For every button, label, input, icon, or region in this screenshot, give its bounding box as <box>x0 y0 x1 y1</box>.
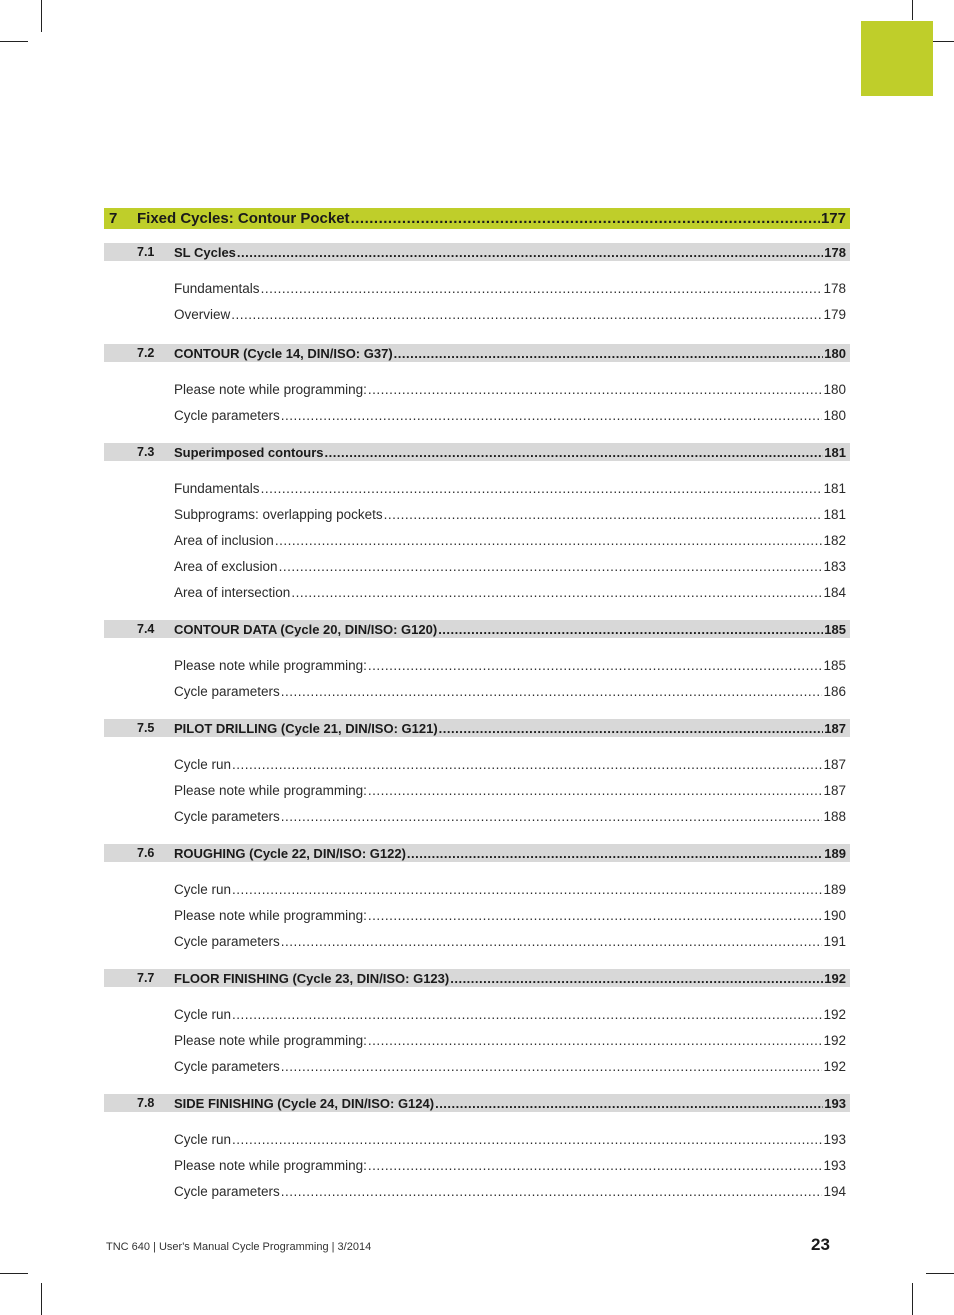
toc-entry[interactable] <box>174 781 846 799</box>
toc-entry[interactable] <box>174 1182 846 1200</box>
toc-entry[interactable] <box>174 1005 846 1023</box>
entry-title: Please note while programming: <box>174 1032 367 1048</box>
dot-leader <box>237 245 823 260</box>
chapter-color-tab <box>861 21 933 96</box>
toc-entry[interactable] <box>174 906 846 924</box>
entry-title: Cycle run <box>174 1131 232 1147</box>
section-heading[interactable] <box>104 620 850 638</box>
section-heading[interactable] <box>104 969 850 987</box>
toc-entry[interactable] <box>174 531 846 549</box>
dot-leader <box>407 846 823 861</box>
dot-leader <box>368 1033 823 1048</box>
entry-page: 192 <box>823 1032 846 1048</box>
section-title: SIDE FINISHING (Cycle 24, DIN/ISO: G124) <box>174 1095 435 1111</box>
dot-leader <box>281 1059 823 1074</box>
section-heading[interactable] <box>104 443 850 461</box>
section-page: 192 <box>824 970 846 986</box>
dot-leader <box>325 445 824 460</box>
section-page: 185 <box>824 621 846 637</box>
dot-leader <box>435 1096 823 1111</box>
section-title: Superimposed contours <box>174 444 324 460</box>
chapter-page: 177 <box>820 210 846 227</box>
section-number: 7.4 <box>137 622 155 636</box>
entry-page: 193 <box>823 1157 846 1173</box>
footer-text: TNC 640 | User's Manual Cycle Programming | 3/2014 <box>106 1241 372 1253</box>
dot-leader <box>368 382 823 397</box>
entry-page: 190 <box>823 907 846 923</box>
dot-leader <box>231 307 822 322</box>
entry-page: 178 <box>823 280 846 296</box>
toc-entry[interactable] <box>174 1130 846 1148</box>
dot-leader <box>281 684 823 699</box>
entry-title: Cycle run <box>174 1006 232 1022</box>
toc-entry[interactable] <box>174 656 846 674</box>
entry-title: Please note while programming: <box>174 782 367 798</box>
dot-leader <box>368 1158 823 1173</box>
entry-title: Cycle parameters <box>174 808 280 824</box>
dot-leader <box>275 533 823 548</box>
dot-leader <box>232 1132 822 1147</box>
dot-leader <box>232 882 822 897</box>
dot-leader <box>261 281 823 296</box>
section-heading[interactable] <box>104 1094 850 1112</box>
section-heading[interactable] <box>104 344 850 362</box>
entry-page: 188 <box>823 808 846 824</box>
section-number: 7.1 <box>137 245 155 259</box>
section-page: 180 <box>824 345 846 361</box>
section-page: 181 <box>824 444 846 460</box>
dot-leader <box>384 507 823 522</box>
crop-mark <box>912 0 913 20</box>
dot-leader <box>368 908 823 923</box>
toc-entry[interactable] <box>174 305 846 323</box>
entry-page: 184 <box>823 584 846 600</box>
entry-page: 181 <box>823 480 846 496</box>
section-page: 193 <box>824 1095 846 1111</box>
toc-entry[interactable] <box>174 1156 846 1174</box>
section-title: PILOT DRILLING (Cycle 21, DIN/ISO: G121) <box>174 720 438 736</box>
section-title: ROUGHING (Cycle 22, DIN/ISO: G122) <box>174 845 406 861</box>
section-number: 7.5 <box>137 721 155 735</box>
section-number: 7.7 <box>137 971 155 985</box>
toc-entry[interactable] <box>174 279 846 297</box>
toc-entry[interactable] <box>174 932 846 950</box>
entry-page: 191 <box>823 933 846 949</box>
crop-mark <box>41 1283 42 1315</box>
toc-entry[interactable] <box>174 557 846 575</box>
chapter-number: 7 <box>109 210 118 227</box>
dot-leader <box>439 721 824 736</box>
section-number: 7.3 <box>137 445 155 459</box>
toc-entry[interactable] <box>174 479 846 497</box>
dot-leader <box>351 210 820 227</box>
entry-title: Area of exclusion <box>174 558 278 574</box>
entry-title: Fundamentals <box>174 480 260 496</box>
section-page: 187 <box>824 720 846 736</box>
entry-page: 189 <box>823 881 846 897</box>
entry-title: Please note while programming: <box>174 1157 367 1173</box>
dot-leader <box>281 1184 823 1199</box>
chapter-heading[interactable] <box>104 208 850 229</box>
crop-mark <box>912 1283 913 1315</box>
section-page: 178 <box>824 244 846 260</box>
entry-page: 187 <box>823 756 846 772</box>
section-number: 7.6 <box>137 846 155 860</box>
entry-title: Cycle run <box>174 881 232 897</box>
toc-entry[interactable] <box>174 583 846 601</box>
entry-title: Overview <box>174 306 231 322</box>
entry-title: Cycle parameters <box>174 683 280 699</box>
dot-leader <box>281 809 823 824</box>
crop-mark <box>41 0 42 32</box>
entry-page: 183 <box>823 558 846 574</box>
entry-title: Fundamentals <box>174 280 260 296</box>
dot-leader <box>261 481 823 496</box>
crop-mark <box>926 1273 954 1274</box>
entry-title: Cycle parameters <box>174 407 280 423</box>
dot-leader <box>291 585 822 600</box>
entry-title: Subprograms: overlapping pockets <box>174 506 383 522</box>
toc-entry[interactable] <box>174 1031 846 1049</box>
dot-leader <box>368 658 823 673</box>
section-title: CONTOUR (Cycle 14, DIN/ISO: G37) <box>174 345 393 361</box>
entry-page: 192 <box>823 1058 846 1074</box>
section-title: CONTOUR DATA (Cycle 20, DIN/ISO: G120) <box>174 621 438 637</box>
toc-entry[interactable] <box>174 807 846 825</box>
entry-title: Cycle parameters <box>174 933 280 949</box>
dot-leader <box>281 408 823 423</box>
dot-leader <box>368 783 823 798</box>
dot-leader <box>450 971 823 986</box>
entry-title: Cycle parameters <box>174 1058 280 1074</box>
entry-title: Please note while programming: <box>174 907 367 923</box>
entry-title: Please note while programming: <box>174 657 367 673</box>
entry-title: Cycle parameters <box>174 1183 280 1199</box>
toc-entry[interactable] <box>174 406 846 424</box>
entry-page: 182 <box>823 532 846 548</box>
crop-mark <box>933 41 954 42</box>
entry-page: 180 <box>823 407 846 423</box>
dot-leader <box>281 934 823 949</box>
dot-leader <box>232 1007 822 1022</box>
dot-leader <box>279 559 823 574</box>
dot-leader <box>438 622 823 637</box>
entry-title: Please note while programming: <box>174 381 367 397</box>
entry-page: 187 <box>823 782 846 798</box>
chapter-title: Fixed Cycles: Contour Pocket <box>137 210 350 227</box>
entry-page: 193 <box>823 1131 846 1147</box>
section-heading[interactable] <box>104 243 850 261</box>
entry-page: 179 <box>823 306 846 322</box>
dot-leader <box>232 757 822 772</box>
section-title: FLOOR FINISHING (Cycle 23, DIN/ISO: G123) <box>174 970 450 986</box>
dot-leader <box>394 346 824 361</box>
entry-page: 185 <box>823 657 846 673</box>
crop-mark <box>0 1273 28 1274</box>
toc-entry[interactable] <box>174 682 846 700</box>
section-heading[interactable] <box>104 844 850 862</box>
entry-page: 192 <box>823 1006 846 1022</box>
entry-page: 180 <box>823 381 846 397</box>
entry-page: 181 <box>823 506 846 522</box>
toc-entry[interactable] <box>174 1057 846 1075</box>
page-number: 23 <box>811 1235 830 1254</box>
toc-entry[interactable] <box>174 880 846 898</box>
section-number: 7.2 <box>137 346 155 360</box>
crop-mark <box>0 41 28 42</box>
entry-page: 186 <box>823 683 846 699</box>
section-page: 189 <box>824 845 846 861</box>
entry-title: Cycle run <box>174 756 232 772</box>
entry-title: Area of intersection <box>174 584 291 600</box>
section-title: SL Cycles <box>174 244 236 260</box>
toc-entry[interactable] <box>174 380 846 398</box>
toc-entry[interactable] <box>174 755 846 773</box>
entry-page: 194 <box>823 1183 846 1199</box>
section-heading[interactable] <box>104 719 850 737</box>
entry-title: Area of inclusion <box>174 532 274 548</box>
section-number: 7.8 <box>137 1096 155 1110</box>
toc-entry[interactable] <box>174 505 846 523</box>
